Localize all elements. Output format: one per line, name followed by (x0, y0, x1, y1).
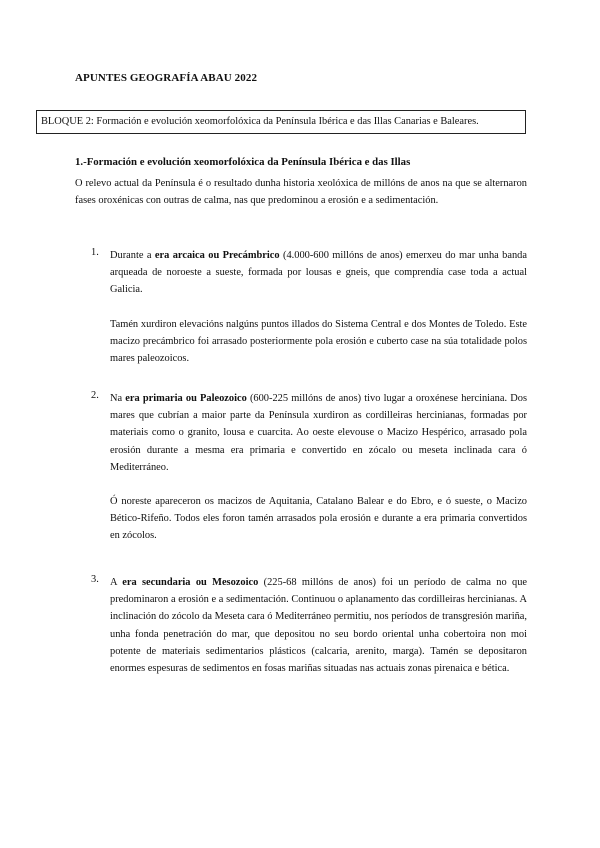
document-title: APUNTES GEOGRAFÍA ABAU 2022 (75, 72, 258, 84)
list-item-paragraph: Tamén xurdiron elevacións nalgúns puntos illados do Sistema Central e dos Montes de Toledo. Este macizo precámbrico foi arrasado posteriormente pola erosión e cuberto case na súa totalidade polos mares paleozoicos. (110, 318, 527, 365)
list-item-paragraph: Na era primaria ou Paleozoico (600-225 millóns de anos) tivo lugar a oroxénese herciniana. Dos mares que cubrían a maior parte da Península xurdiron as cordilleiras hercinianas, formadas por materiais como o granito, lousa e cuarcita. Ao oeste elevouse o Macizo Hespérico, arrasado pola erosión durante a mesma era primaria e convertido en zócalo ou meseta inclinada cara ó Mediterráneo. (110, 393, 527, 473)
list-item-number: 1. (91, 247, 99, 258)
era-term: era secundaria ou Mesozoico (122, 577, 259, 588)
list-item-paragraph: Ó noreste apareceron os macizos de Aquitania, Catalano Balear e do Ebro, e ó sueste, o Macizo Bético-Rifeño. Todos eles foron tamén arrasados pola erosión e durante a era primaria convertidos en zócolos. (110, 496, 527, 542)
list-item-number: 2. (91, 390, 99, 401)
intro-paragraph: O relevo actual da Península é o resultado dunha historia xeolóxica de millóns de anos na que se alternaron fases oroxénicas con outras de calma, nas que predominou a erosión e a sedimentación. (75, 178, 527, 207)
list-item-number: 3. (91, 574, 99, 585)
bloque-box: BLOQUE 2: Formación e evolución xeomorfolóxica da Península Ibérica e das Illas Canarias e Baleares. (36, 110, 526, 134)
era-term: era primaria ou Paleozoico (125, 393, 247, 404)
list-item-1 (91, 247, 527, 367)
list-item-paragraph: A era secundaria ou Mesozoico (225-68 millóns de anos) foi un período de calma no que predominaron a erosión e a sedimentación. Continuou o aplanamento das cordilleiras hercinianas. A inclinación do zócolo da Meseta cara ó Mediterráneo permitiu, nos períodos de transgresión mariña, unha fonda penetración do mar, que depositou no seu bordo oriental unha cobertoira non moi potente de materiais sedimentarios plásticos (calcaria, arenito, marga). Tamén se depositaron enormes espesuras de sedimentos en fosas mariñas situadas nas actuais zonas pirenaica e bética. (110, 577, 528, 675)
list-item-2 (91, 390, 527, 545)
list-item-3 (91, 574, 527, 677)
section-heading: 1.-Formación e evolución xeomorfolóxica da Península Ibérica e das Illas (75, 156, 411, 168)
era-term: era arcaica ou Precámbrico (154, 250, 280, 261)
list-item-paragraph: Durante a era arcaica ou Precámbrico (4.000-600 millóns de anos) emerxeu do mar unha banda arqueada de noroeste a sueste, formada por lousas e gneis, que comprendía case toda a actual Galicia. (110, 250, 527, 296)
